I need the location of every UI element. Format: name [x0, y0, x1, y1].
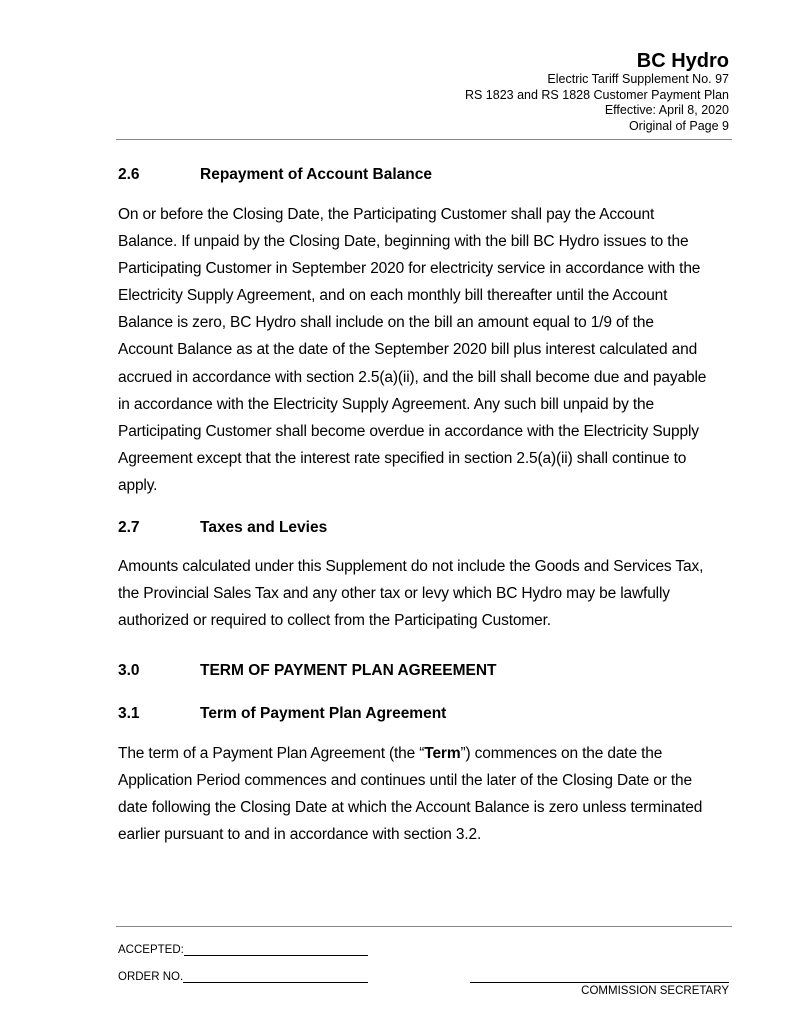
text-line: date following the Closing Date at which the Account Balance is zero unless terminated [118, 799, 703, 817]
accepted-field [118, 944, 368, 956]
text-segment: The term of a Payment Plan Agreement (the “ [118, 745, 425, 762]
text-line: Agreement except that the interest rate specified in section 2.5(a)(ii) shall continue to [118, 449, 687, 467]
header-divider [116, 139, 732, 140]
section-number: 2.6 [118, 166, 140, 183]
section-number: 2.7 [118, 519, 140, 536]
section-title: Repayment of Account Balance [200, 166, 432, 183]
section-number: 3.1 [118, 705, 140, 722]
accepted-label: ACCEPTED: [118, 944, 184, 956]
commission-secretary-label: COMMISSION SECRETARY [581, 985, 729, 997]
section-3-1-paragraph [118, 740, 732, 848]
section-number: 3.0 [118, 662, 140, 679]
text-line: Electricity Supply Agreement, and on each monthly bill thereafter until the Account [118, 287, 668, 305]
tariff-supplement-line: Electric Tariff Supplement No. 97 [547, 72, 729, 86]
footer-divider [116, 926, 732, 927]
text-line: Participating Customer in September 2020 for electricity service in accordance with the [118, 260, 701, 278]
section-heading-3-0 [118, 662, 497, 680]
text-line: Amounts calculated under this Supplement do not include the Goods and Services Tax, [118, 558, 704, 575]
order-number-blank-line [183, 971, 368, 983]
text-line: Application Period commences and continues until the later of the Closing Date or the [118, 772, 693, 790]
section-title: Taxes and Levies [200, 519, 328, 536]
text-line: authorized or required to collect from the Participating Customer. [118, 612, 551, 630]
section-2-6-paragraph [118, 201, 732, 499]
section-2-7-paragraph [118, 553, 732, 634]
text-segment: ”) commences on the date the [460, 745, 663, 762]
text-line: Balance is zero, BC Hydro shall include on the bill an amount equal to 1/9 of the [118, 314, 654, 332]
text-line: apply. [118, 476, 158, 494]
section-heading-2-7 [118, 519, 327, 537]
page-number-line: Original of Page 9 [628, 118, 729, 133]
defined-term: Term [424, 745, 461, 762]
text-line: Account Balance as at the date of the September 2020 bill plus interest calculated and [118, 341, 698, 359]
section-title: TERM OF PAYMENT PLAN AGREEMENT [200, 662, 497, 679]
accepted-blank-line [184, 944, 368, 956]
text-line: accrued in accordance with section 2.5(a)(ii), and the bill shall become due and payable [118, 368, 707, 386]
text-line: in accordance with the Electricity Supply Agreement. Any such bill unpaid by the [118, 395, 654, 413]
order-number-field [118, 971, 368, 983]
text-line: On or before the Closing Date, the Participating Customer shall pay the Account [118, 206, 655, 223]
text-line: Participating Customer shall become overdue in accordance with the Electricity Supply [118, 422, 699, 440]
organization-name: BC Hydro [636, 50, 729, 72]
section-title: Term of Payment Plan Agreement [200, 705, 447, 722]
text-line: Balance. If unpaid by the Closing Date, beginning with the bill BC Hydro issues to the [118, 233, 689, 251]
signature-line [470, 982, 729, 983]
text-line: the Provincial Sales Tax and any other tax or levy which BC Hydro may be lawfully [118, 585, 670, 603]
rate-schedule-line: RS 1823 and RS 1828 Customer Payment Plan [464, 87, 729, 102]
text-line: earlier pursuant to and in accordance with section 3.2. [118, 826, 482, 844]
effective-date-line: Effective: April 8, 2020 [604, 103, 729, 117]
section-heading-3-1 [118, 705, 446, 723]
section-heading-2-6 [118, 166, 432, 184]
text-line [118, 740, 732, 767]
order-number-label: ORDER NO. [118, 971, 184, 983]
document-header [465, 50, 729, 134]
